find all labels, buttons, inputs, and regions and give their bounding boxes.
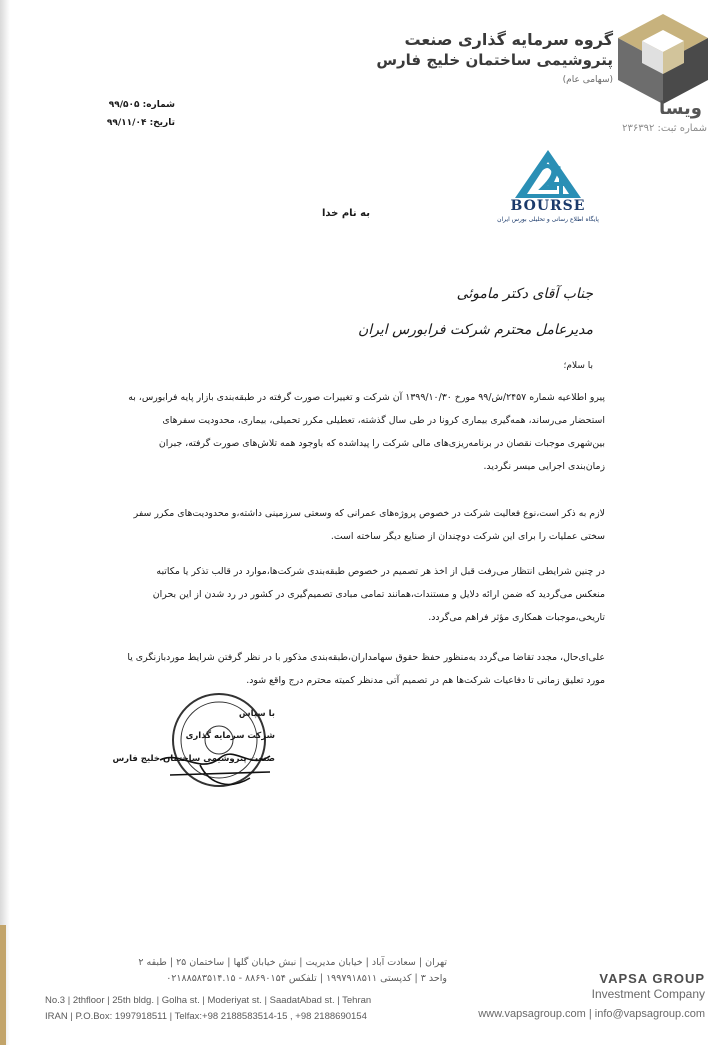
paragraph-3: در چنین شرایطی انتظار می‌رفت قبل از اخذ هر تصمیم در خصوص طبقه‌بندی شرکت‌ها،موارد در قالب تذکر یا مکاتبه منعکس می‌گردید که ضمن ارائه دلایل و مستندات،همانند تمامی مبادی تصمیم‌گیری در کشور در رد شدن از این بحران تاریخی،موجبات همکاری مؤثر فراهم می‌گردد. [152, 566, 605, 624]
signature-scribble-icon [140, 730, 300, 800]
bismillah-heading: به نام خدا [321, 208, 370, 219]
stamp-company-line1: شرکت سرمایه گذاری [185, 731, 275, 741]
letter-date: تاریخ: ۹۹/۱۱/۰۴ [106, 118, 175, 128]
stamp-company-line2: صنعت پتروشیمی ساختمان خلیج فارس [112, 754, 275, 764]
company-type: (سهامی عام) [562, 75, 613, 85]
footer-brand-subtitle: Investment Company [591, 987, 705, 1001]
registration-number: شماره ثبت: ۲۳۶۳۹۲ [622, 123, 707, 134]
bourse-subtitle: پایگاه اطلاع رسانی و تحلیلی بورس ایران [497, 216, 599, 223]
letter-number: شماره: ۹۹/۵۰۵ [108, 100, 175, 110]
footer-address-fa-line1: تهران | سعادت آباد | خیابان مدیریت | نبش خیابان گلها | ساختمان ۲۵ | طبقه ۲ [138, 957, 447, 968]
footer-address-en-line2: IRAN | P.O.Box: 1997918511 | Telfax:+98 2188583514-15 , +98 2188690154 [45, 1011, 367, 1022]
vapsa-logo [608, 12, 718, 107]
cube-logo-icon [608, 12, 718, 107]
company-name-line2: پتروشیمی ساختمان خلیج فارس [376, 51, 613, 69]
stamp-thanks: با سپاس [238, 709, 275, 719]
page-edge-mark [0, 925, 6, 1045]
handwritten-signature [140, 730, 300, 800]
paragraph-4: علی‌ای‌حال، مجدد تقاضا می‌گردد به‌منظور حفظ حقوق سهامداران،طبقه‌بندی مذکور با در نظر گرفتن شرایط موردبازنگری یا مورد تعلیق زمانی تا دفاعیات شرکت‌ها هم در تصمیم آتی مدنظر کمیته محترم درج واقع شود. [127, 652, 605, 687]
greeting: با سلام؛ [563, 361, 593, 371]
bourse-wordmark: BOURSE [510, 198, 586, 214]
company-name-line1: گروه سرمایه گذاری صنعت [404, 30, 613, 49]
page-edge-shadow [0, 0, 10, 1045]
paragraph-1: پیرو اطلاعیه شماره ۲۴۵۷/ش/۹۹ مورخ ۱۳۹۹/۱۰/۳۰ آن شرکت و تغییرات صورت گرفته در طبقه‌بندی بازار پایه فرابورس، به استحضار می‌رساند، همه‌گیری بیماری کرونا در طی سال گذشته، تعطیلی مکرر تحمیلی، بیماری، محدودیت سفرهای بین‌شهری موجبات نقصان در برنامه‌ریزی‌های مالی شرکت را پیداشده که باوجود همه تلاش‌های صورت گرفته، جبران زمان‌بندی اجرایی میسر نگردید. [128, 392, 605, 473]
recipient-title: مدیرعامل محترم شرکت فرابورس ایران [358, 322, 593, 338]
recipient-name: جناب آقای دکتر ماموئی [456, 286, 593, 302]
bourse-triangle-icon [513, 148, 583, 200]
footer-address-fa-line2: واحد ۳ | کدپستی ۱۹۹۷۹۱۸۵۱۱ | تلفکس ۸۸۶۹۰۱۵۴ - ۰۲۱۸۸۵۸۳۵۱۴.۱۵ [166, 973, 447, 984]
footer-website-email[interactable]: www.vapsagroup.com | info@vapsagroup.com [478, 1008, 705, 1020]
logo-wordmark: ویسا [658, 98, 702, 119]
bourse-logo [513, 148, 583, 200]
footer-brand-name: VAPSA GROUP [599, 971, 705, 986]
paragraph-2: لازم به ذکر است،نوع فعالیت شرکت در خصوص پروژه‌های عمرانی که وسعتی سرزمینی داشته،و محدودیت‌های مکرر سفر سختی عملیات را برای این شرکت دوچندان از صنایع دیگر ساخته است. [133, 508, 605, 543]
footer-address-en-line1: No.3 | 2thfloor | 25th bldg. | Golha st. | Moderiyat st. | SaadatAbad st. | Tehran [45, 995, 372, 1006]
